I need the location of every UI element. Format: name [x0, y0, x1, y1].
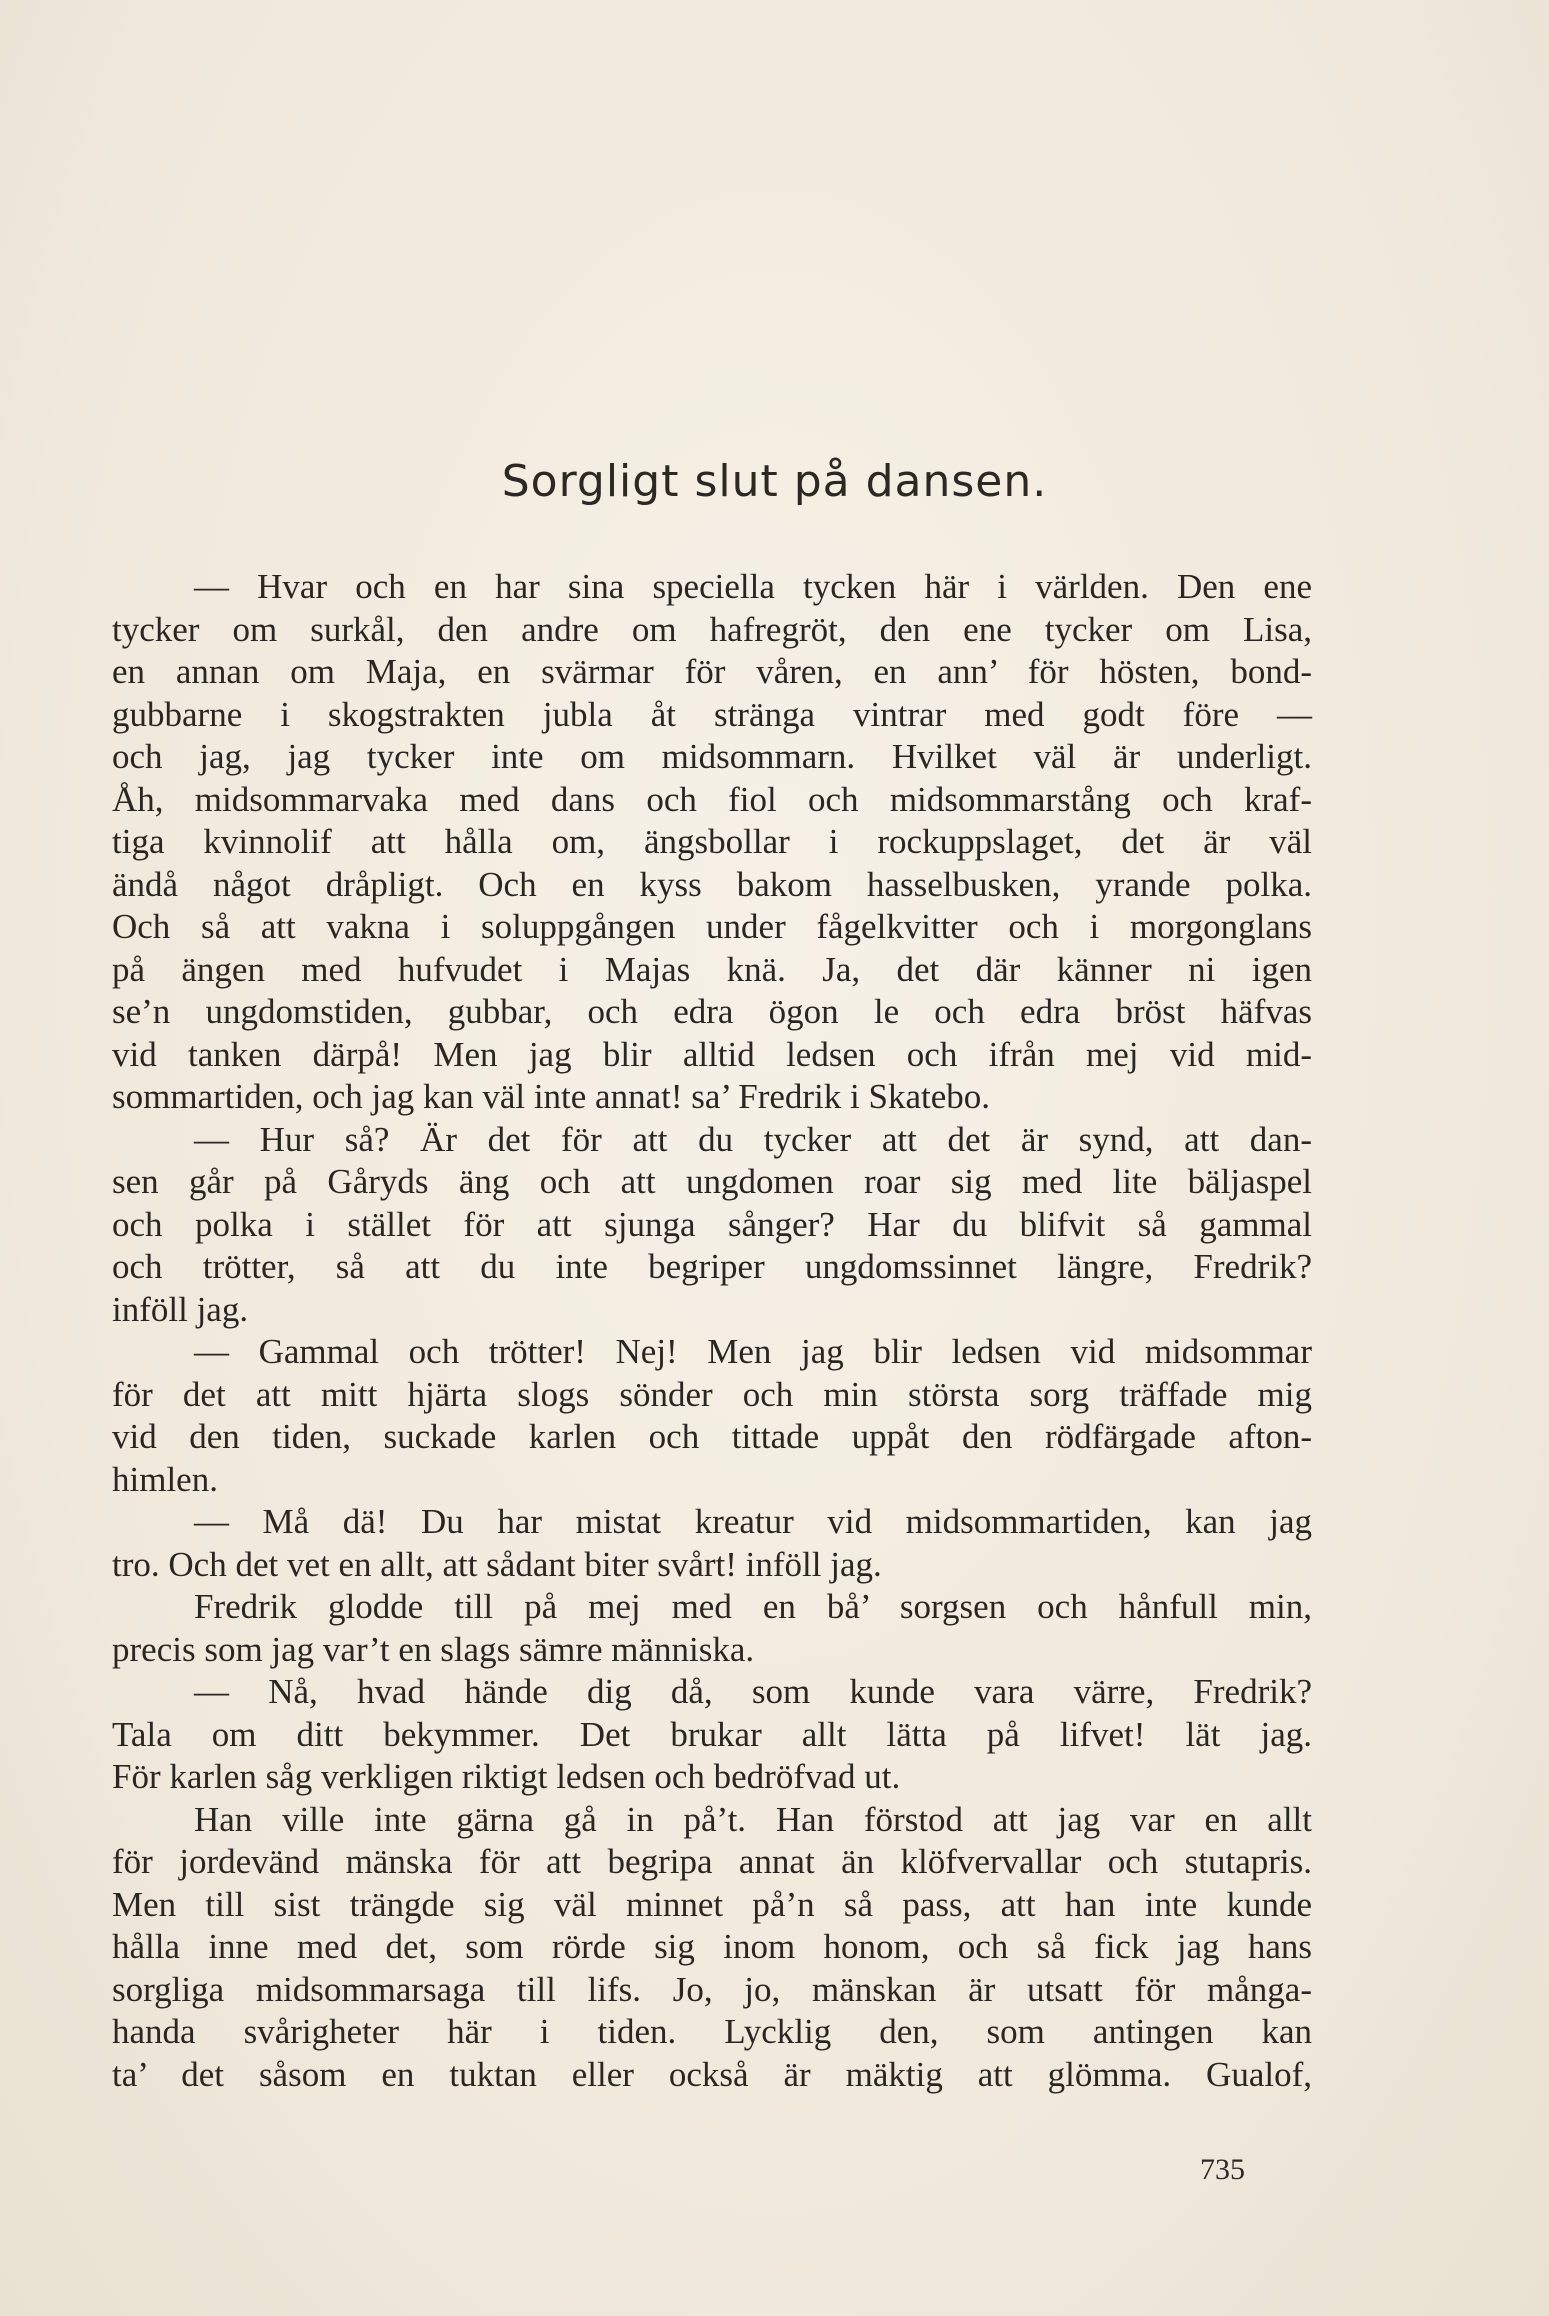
text-line: och polka i stället för att sjunga sånger? Har du blifvit så gammal [112, 1204, 1312, 1244]
page-number: 735 [1200, 2153, 1245, 2186]
text-line: sorgliga midsommarsaga till lifs. Jo, jo, mänskan är utsatt för många- [112, 1969, 1312, 2009]
text-line: — Hur så? Är det för att du tycker att det är synd, att dan- [194, 1119, 1312, 1159]
text-line: se’n ungdomstiden, gubbar, och edra ögon le och edra bröst häfvas [112, 992, 1312, 1031]
text-line: tiga kvinnolif att hålla om, ängsbollar i rockuppslaget, det är väl [112, 822, 1312, 861]
text-line: tycker om surkål, den andre om hafregröt, den ene tycker om Lisa, [112, 609, 1312, 649]
text-line: himlen. [112, 1459, 218, 1499]
text-line: För karlen såg verkligen riktigt ledsen och bedröfvad ut. [112, 1757, 901, 1796]
text-line: hålla inne med det, som rörde sig inom honom, och så fick jag hans [112, 1927, 1312, 1966]
text-line: vid den tiden, suckade karlen och tittade uppåt den rödfärgade afton- [112, 1417, 1312, 1456]
text-line: — Nå, hvad hände dig då, som kunde vara värre, Fredrik? [194, 1672, 1312, 1711]
text-line: sommartiden, och jag kan väl inte annat! sa’ Fredrik i Skatebo. [112, 1077, 990, 1116]
body-text [112, 566, 1312, 2096]
text-line: ändå något dråpligt. Och en kyss bakom hasselbusken, yrande polka. [112, 864, 1312, 904]
text-line: — Hvar och en har sina speciella tycken här i världen. Den ene [194, 567, 1312, 606]
text-line: gubbarne i skogstrakten jubla åt stränga vintrar med godt före — [112, 694, 1312, 734]
chapter-title: Sorgligt slut på dansen. [501, 456, 1048, 507]
text-line: inföll jag. [112, 1289, 249, 1329]
text-line: Åh, midsommarvaka med dans och fiol och midsommarstång och kraf- [112, 779, 1312, 819]
text-line: tro. Och det vet en allt, att sådant biter svårt! inföll jag. [112, 1544, 882, 1584]
text-line: ta’ det såsom en tuktan eller också är mäktig att glömma. Gualof, [112, 2054, 1312, 2094]
text-line: precis som jag var’t en slags sämre människa. [112, 1629, 755, 1669]
text-line: Och så att vakna i soluppgången under fågelkvitter och i morgonglans [112, 907, 1312, 946]
text-line: för det att mitt hjärta slogs sönder och min största sorg träffade mig [112, 1374, 1312, 1414]
text-line: på ängen med hufvudet i Majas knä. Ja, det där känner ni igen [112, 949, 1312, 989]
text-line: — Må dä! Du har mistat kreatur vid midsommartiden, kan jag [194, 1502, 1312, 1541]
text-line: Men till sist trängde sig väl minnet på’n så pass, att han inte kunde [112, 1884, 1312, 1924]
text-line: Han ville inte gärna gå in på’t. Han förstod att jag var en allt [194, 1799, 1312, 1839]
text-line: sen går på Gåryds äng och att ungdomen roar sig med lite bäljaspel [112, 1162, 1312, 1201]
text-line: Fredrik glodde till på mej med en bå’ sorgsen och hånfull min, [194, 1587, 1312, 1626]
text-line: för jordevänd mänska för att begripa annat än klöfvervallar och stutapris. [112, 1842, 1312, 1881]
text-line: Tala om ditt bekymmer. Det brukar allt lätta på lifvet! lät jag. [112, 1714, 1312, 1754]
text-line: en annan om Maja, en svärmar för våren, en ann’ för hösten, bond- [112, 652, 1312, 691]
text-line: handa svårigheter här i tiden. Lycklig den, som antingen kan [112, 2012, 1312, 2051]
text-line: vid tanken därpå! Men jag blir alltid ledsen och ifrån mej vid mid- [112, 1034, 1312, 1074]
text-line: och jag, jag tycker inte om midsommarn. Hvilket väl är underligt. [112, 737, 1312, 776]
text-line: — Gammal och trötter! Nej! Men jag blir ledsen vid midsommar [194, 1332, 1312, 1371]
text-line: och trötter, så att du inte begriper ungdomssinnet längre, Fredrik? [112, 1247, 1312, 1286]
